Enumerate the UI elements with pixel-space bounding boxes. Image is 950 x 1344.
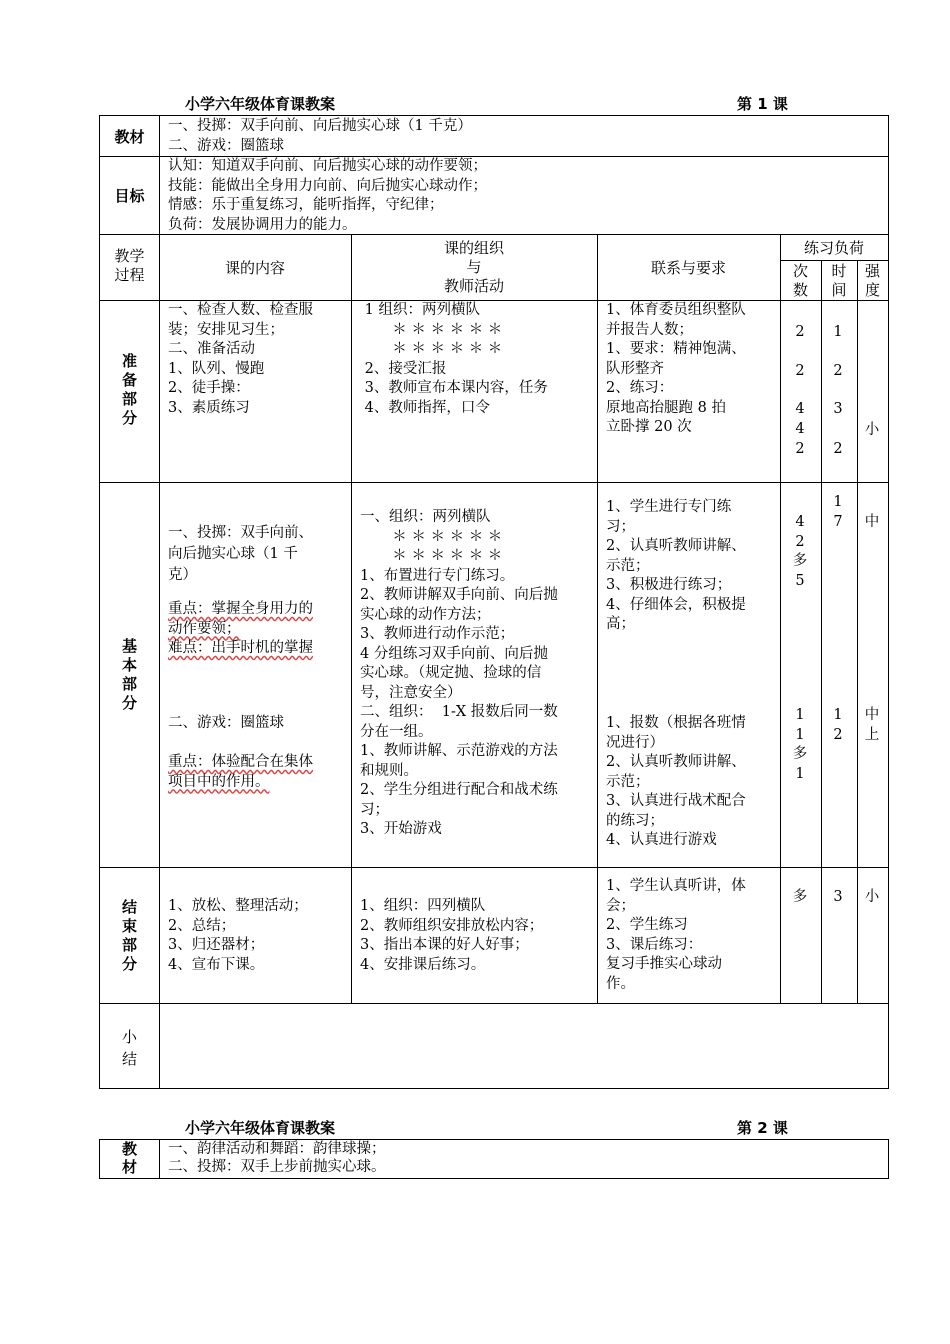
lesson2-number: 第 2 课	[737, 1119, 788, 1137]
end-duration: 3	[833, 889, 843, 905]
end-intensity: 小	[864, 889, 880, 905]
prep-times-3: 4	[795, 421, 805, 437]
prep-times-2: 4	[795, 401, 805, 417]
basic-label: 基 本 部 分	[121, 637, 137, 712]
prep-organization: 1 组织：两列横队 ＊ ＊ ＊ ＊ ＊ ＊ ＊ ＊ ＊ ＊ ＊ ＊ 2、接受汇报 3、教师宣布本课内容，任务 4、教师指挥，口令	[360, 302, 548, 416]
goal-label: 目标	[114, 187, 145, 205]
basic-times-a: 4 2 多 5	[792, 514, 808, 589]
header-process: 教学 过程	[114, 247, 145, 284]
basic-content-a: 一、投掷：双手向前、 向后抛实心球（1 千 克）	[168, 525, 313, 583]
prep-times-0: 2	[795, 324, 805, 340]
basic-duration-a: 1 7	[833, 494, 843, 530]
basic-intensity-b: 中 上	[864, 707, 880, 743]
prep-duration-1: 2	[833, 363, 843, 379]
lesson2-material-label: 教 材	[121, 1140, 137, 1176]
lesson2-material-text: 一、韵律活动和舞蹈：韵律球操； 二、投掷：双手上步前抛实心球。	[168, 1141, 386, 1175]
end-label: 结 束 部 分	[121, 898, 137, 973]
basic-requirements-a: 1、学生进行专门练 习； 2、认真听教师讲解、 示范； 3、积极进行练习； 4、仔细体会，积极提 高；	[606, 499, 746, 632]
lesson2-heading: 小学六年级体育课教案	[185, 1119, 336, 1137]
basic-requirements-b: 1、报数（根据各班情 况进行） 2、认真听教师讲解、 示范； 3、认真进行战术配合 的练习； 4、认真进行游戏	[606, 715, 746, 848]
prep-intensity: 小	[864, 422, 880, 438]
prep-content: 一、检查人数、检查服 装；安排见习生； 二、准备活动 1、队列、慢跑 2、徒手操： 3、素质练习	[168, 302, 313, 416]
prep-times-4: 2	[795, 441, 805, 457]
end-organization: 1、组织：四列横队 2、教师组织安排放松内容； 3、指出本课的好人好事； 4、安排课后练习。	[360, 898, 544, 973]
basic-organization: 一、组织：两列横队 ＊ ＊ ＊ ＊ ＊ ＊ ＊ ＊ ＊ ＊ ＊ ＊ 1、布置进行专门练习。 2、教师讲解双手向前、向后抛 实心球的动作方法； 3、教师进行动作示范； 4 分组练习双手向前、向后抛 实心球。（规定抛、捡球的信 号，注意安全） 二、组织： 1-X 报数后同一数 分在一组。 1、教师讲解、示范游戏的方法 和规则。 2、学生分组进行配合和战术练 习； 3、开始游戏	[360, 509, 558, 837]
prep-duration-2: 3	[833, 401, 843, 417]
header-duration: 时 间	[831, 262, 847, 299]
material-label: 教材	[114, 128, 145, 146]
prep-times-1: 2	[795, 363, 805, 379]
basic-times-b: 1 1 多 1	[792, 707, 808, 782]
lesson1-number: 第 1 课	[737, 95, 788, 113]
basic-content-focus: 重点：体验配合在集体 项目中的作用。	[168, 754, 313, 790]
prep-label: 准 备 部 分	[121, 352, 137, 427]
header-content: 课的内容	[224, 259, 285, 277]
prep-duration-3: 2	[833, 441, 843, 457]
summary-label: 小 结	[121, 1028, 137, 1068]
header-requirements: 联系与要求	[650, 259, 726, 277]
basic-duration-b: 1 2	[833, 707, 843, 743]
header-times: 次 数	[792, 262, 808, 299]
header-organization: 课的组织 与 教师活动	[443, 239, 504, 295]
header-intensity: 强 度	[864, 262, 880, 299]
basic-content-game: 二、游戏：圈篮球	[168, 715, 284, 731]
lesson1-heading: 小学六年级体育课教案	[185, 95, 336, 113]
end-content: 1、放松、整理活动； 2、总结； 3、归还器材； 4、宣布下课。	[168, 898, 308, 973]
basic-intensity-a: 中	[864, 514, 880, 530]
basic-content-key: 重点：掌握全身用力的 动作要领； 难点：出手时机的掌握	[168, 601, 313, 656]
end-requirements: 1、学生认真听讲，体 会； 2、学生练习 3、课后练习： 复习手推实心球动 作。	[606, 878, 746, 992]
prep-requirements: 1、体育委员组织整队 并报告人数； 1、要求：精神饱满、 队形整齐 2、练习： 原地高抬腿跑 8 拍 立卧撑 20 次	[606, 302, 746, 435]
end-times: 多	[792, 889, 808, 905]
goal-text: 认知：知道双手向前、向后抛实心球的动作要领； 技能：能做出全身用力向前、向后抛实心球动作； 情感：乐于重复练习，能听指挥，守纪律； 负荷：发展协调用力的能力。	[168, 158, 487, 233]
prep-duration-0: 1	[833, 324, 843, 340]
material-text: 一、投掷：双手向前、向后抛实心球（1 千克） 二、游戏：圈篮球	[168, 118, 472, 154]
header-load: 练习负荷	[803, 239, 864, 257]
